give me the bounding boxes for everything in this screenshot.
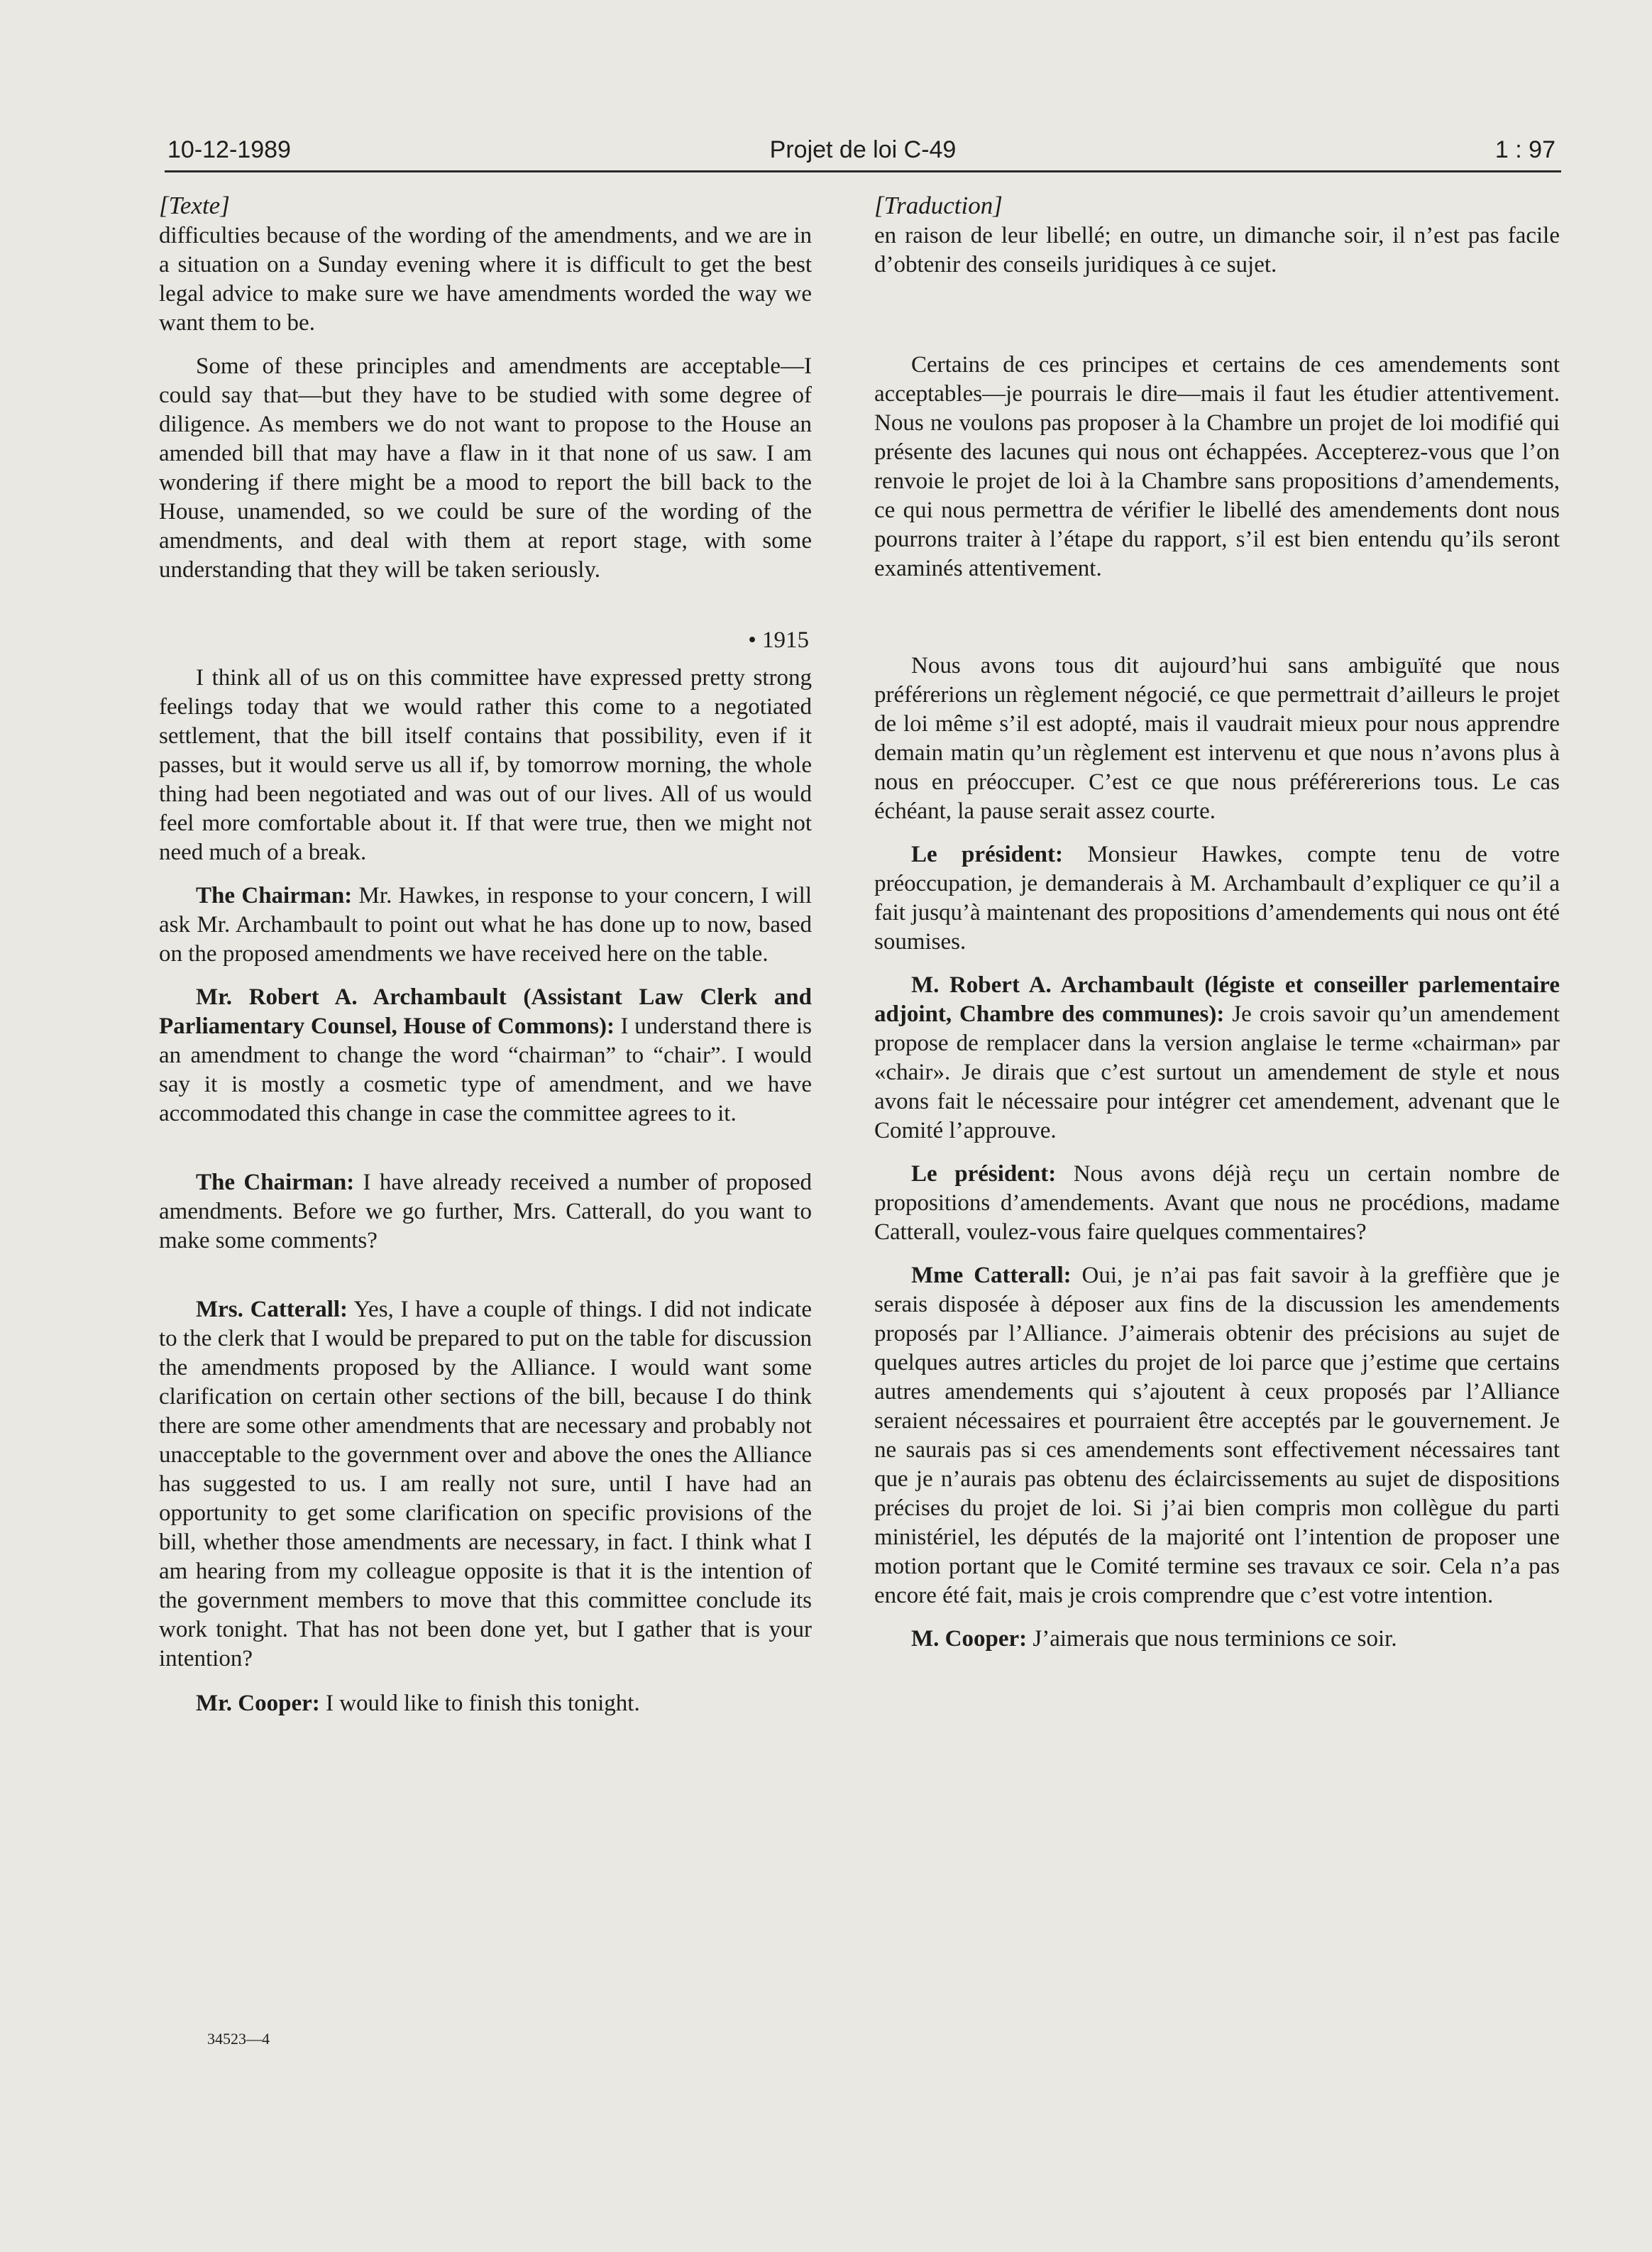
speech-paragraph <box>159 1295 812 1674</box>
speech-paragraph <box>874 1625 1560 1654</box>
speech-paragraph <box>159 881 812 969</box>
speech-paragraph <box>874 1261 1560 1610</box>
english-column <box>159 190 812 1718</box>
paragraph: difficulties because of the wording of the amendments, and we are in a situation on a Sunday evening where it is difficult to get the best legal advice to make sure we have amendments worded the way we want them to be. <box>159 223 812 336</box>
speech-text: I understand there is an amendment to change the word “chairman” to “chair”. I would say it is mostly a cosmetic type of amendment, and we have accommodated this change in case the committee agrees to it. <box>159 1014 813 1126</box>
header-title: Projet de loi C-49 <box>769 136 957 163</box>
speaker-name: M. Cooper: <box>911 1626 1028 1652</box>
paragraph: Nous avons tous dit aujourd’hui sans ambiguïté que nous préférerions un règlement négocié, ce que permettrait d’ailleurs le projet de loi même s’il est adopté, mais il vaudrait mieux pour nous apprendre demain matin qu’un règlement est intervenu et que nous n’avons plus à nous en préoccuper. C’est ce que nous préférererions tous. Le cas échéant, la pause serait assez courte. <box>874 653 1560 824</box>
header-page-number: 1 : 97 <box>1494 136 1555 163</box>
speaker-name: Mr. Cooper: <box>196 1691 320 1716</box>
speech-text: J’aimerais que nous terminions ce soir. <box>1027 1626 1397 1652</box>
speech-text: I have already received a number of proposed amendments. Before we go further, Mrs. Catterall, do you want to make some comments? <box>159 1170 813 1253</box>
speech-text: Monsieur Hawkes, compte tenu de votre préoccupation, je demanderais à M. Archambault d’expliquer ce qu’il a fait jusqu’à maintenant des propositions d’amendements qui nous ont été soumises. <box>874 842 1560 955</box>
speaker-name: Mr. Robert A. Archambault (Assistant Law Clerk and Parliamentary Counsel, House of Commons): <box>159 984 812 1039</box>
time-marker: • 1915 <box>748 627 809 653</box>
french-column <box>874 190 1560 1654</box>
speech-text: Oui, je n’ai pas fait savoir à la greffière que je serais disposée à déposer aux fins de la discussion les amendements proposés par l’Alliance. J’aimerais obtenir des précisions au sujet de quelques autres articles du projet de loi parce que j’estime que certains autres amendements qui s’ajoutent à ceux proposés par l’Alliance seraient nécessaires et pourraient être acceptés par le gouvernement. Je ne saurais pas si ces amendements sont effectivement nécessaires tant que je n’aurais pas obtenu des éclaircissements au sujet de dispositions précises du projet de loi. Si j’ai bien compris mon collègue du parti ministériel, les députés de la majorité ont l’intention de proposer une motion portant que le Comité termine ses travaux ce soir. Cela n’a pas encore été fait, mais je crois comprendre que c’est votre intention. <box>874 1263 1560 1608</box>
speaker-name: M. Robert A. Archambault (légiste et conseiller parlementaire adjoint, Chambre des communes): <box>874 972 1560 1027</box>
speaker-name: The Chairman: <box>196 1170 355 1195</box>
paragraph: en raison de leur libellé; en outre, un dimanche soir, il n’est pas facile d’obtenir des conseils juridiques à ce sujet. <box>874 223 1560 278</box>
speech-text: Nous avons déjà reçu un certain nombre de propositions d’amendements. Avant que nous ne procédions, madame Catterall, voulez-vous faire quelques commentaires? <box>874 1161 1560 1245</box>
speech-text: Mr. Hawkes, in response to your concern, I will ask Mr. Archambault to point out what he has done up to now, based on the proposed amendments we have received here on the table. <box>159 883 812 967</box>
speech-paragraph <box>159 983 812 1128</box>
speaker-name: Le président: <box>911 842 1063 867</box>
running-header <box>165 135 1561 172</box>
speaker-name: The Chairman: <box>196 883 353 908</box>
speaker-name: Mme Catterall: <box>911 1263 1072 1288</box>
paragraph: I think all of us on this committee have expressed pretty strong feelings today that we would rather this come to a negotiated settlement, that the bill itself contains that possibility, even if it passes, but it would serve us all if, by tomorrow morning, the whole thing had been negotiated and was out of our lives. All of us would feel more comfortable about it. If that were true, then we might not need much of a break. <box>159 665 812 865</box>
speech-text: Je crois savoir qu’un amendement propose de remplacer dans la version anglaise le terme «chairman» par «chair». Je dirais que c’est surtout un amendement de style et nous avons fait le nécessaire pour intégrer cet amendement, advenant que le Comité l’approuve. <box>874 1001 1560 1143</box>
paragraph: Some of these principles and amendments are acceptable—I could say that—but they have to be studied with some degree of diligence. As members we do not want to propose to the House an amended bill that may have a flaw in it that none of us saw. I am wondering if there might be a mood to report the bill back to the House, unamended, so we could be sure of the wording of the amendments, and deal with them at report stage, with some understanding that they will be taken seriously. <box>159 353 812 583</box>
speech-paragraph <box>874 971 1560 1146</box>
speech-text: I would like to finish this tonight. <box>319 1691 640 1716</box>
speech-paragraph <box>874 1160 1560 1247</box>
speech-paragraph <box>874 840 1560 957</box>
speaker-name: Mrs. Catterall: <box>196 1297 348 1322</box>
speech-text: Yes, I have a couple of things. I did not indicate to the clerk that I would be prepared to put on the table for discussion the amendments proposed by the Alliance. I would want some clarification on certain other sections of the bill, because I do think there are some other amendments that are necessary and probably not unacceptable to the government over and above the ones the Alliance has suggested to us. I am really not sure, until I have had an opportunity to get some clarification on specific provisions of the bill, whether those amendments are necessary, in fact. I think what I am hearing from my colleague opposite is that it is the intention of the government members to move that this committee conclude its work tonight. That has not been done yet, but I gather that is your intention? <box>159 1297 812 1671</box>
column-tag-texte: [Texte] <box>159 192 230 219</box>
header-date: 10-12-1989 <box>167 136 291 163</box>
speaker-name: Le président: <box>911 1161 1057 1187</box>
column-tag-traduction: [Traduction] <box>874 192 1003 219</box>
footer-print-code: 34523—4 <box>207 2030 270 2048</box>
speech-paragraph <box>159 1168 812 1256</box>
paragraph: Certains de ces principes et certains de ces amendements sont acceptables—je pourrais le dire—mais il faut les étudier attentivement. Nous ne voulons pas proposer à la Chambre un projet de loi modifié qui présente des lacunes qui nous ont échappées. Accepterez-vous que l’on renvoie le projet de loi à la Chambre sans propositions d’amendements, ce qui nous permettra de vérifier le libellé des amendements dont nous pourrons traiter à l’étape du rapport, s’il est bien entendu qu’ils seront examinés attentivement. <box>874 352 1560 581</box>
speech-paragraph <box>159 1689 812 1718</box>
